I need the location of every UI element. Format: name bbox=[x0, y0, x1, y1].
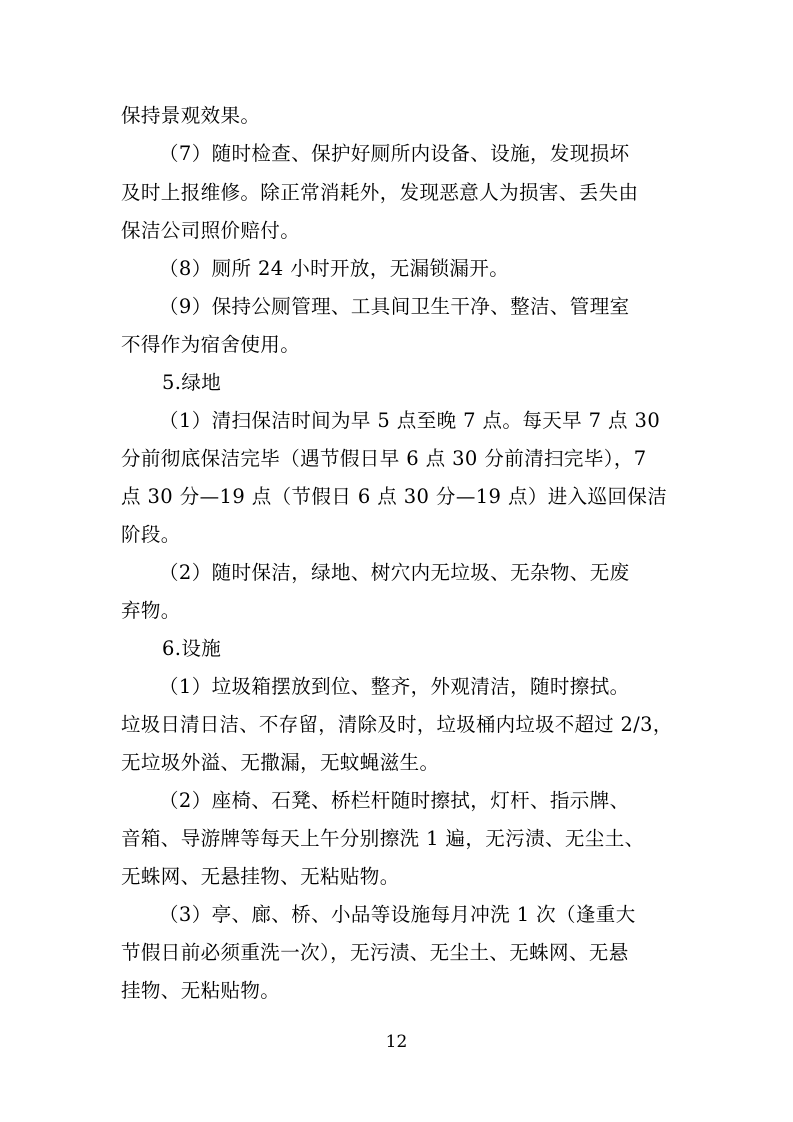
text-line: （7）随时检查、保护好厕所内设备、设施，发现损坏 bbox=[159, 142, 630, 165]
text-line: 分前彻底保洁完毕（遇节假日早 6 点 30 分前清扫完毕），7 bbox=[121, 447, 647, 470]
text-line: 点 30 分—19 点（节假日 6 点 30 分—19 点）进入巡回保洁 bbox=[121, 485, 668, 508]
text-line: 保洁公司照价赔付。 bbox=[121, 219, 301, 242]
text-line: 节假日前必须重洗一次），无污渍、无尘土、无蛛网、无悬 bbox=[121, 941, 629, 964]
text-line: 保持景观效果。 bbox=[121, 104, 261, 127]
text-line: 挂物、无粘贴物。 bbox=[121, 979, 281, 1002]
text-line: （1）垃圾箱摆放到位、整齐，外观清洁，随时擦拭。 bbox=[159, 675, 630, 698]
text-line: （2）座椅、石凳、桥栏杆随时擦拭，灯杆、指示牌、 bbox=[159, 789, 630, 812]
page-number: 12 bbox=[385, 1032, 408, 1052]
text-line: 无垃圾外溢、无撒漏，无蚊蝇滋生。 bbox=[121, 751, 440, 774]
text-line: 及时上报维修。除正常消耗外，发现恶意人为损害、丢失由 bbox=[121, 181, 639, 204]
text-line: 音箱、导游牌等每天上午分别擦洗 1 遍，无污渍、无尘土、 bbox=[121, 827, 645, 850]
text-line: 弃物。 bbox=[121, 599, 181, 622]
text-line: 不得作为宿舍使用。 bbox=[121, 333, 301, 356]
text-line: （3）亭、廊、桥、小品等设施每月冲洗 1 次（逢重大 bbox=[159, 903, 636, 926]
text-line: （8）厕所 24 小时开放，无漏锁漏开。 bbox=[159, 257, 510, 280]
section-heading: 5.绿地 bbox=[162, 371, 222, 394]
text-line: 无蛛网、无悬挂物、无粘贴物。 bbox=[121, 865, 400, 888]
text-line: （2）随时保洁，绿地、树穴内无垃圾、无杂物、无废 bbox=[159, 561, 630, 584]
section-heading: 6.设施 bbox=[162, 637, 222, 660]
text-line: （9）保持公厕管理、工具间卫生干净、整洁、管理室 bbox=[159, 295, 630, 318]
text-line: （1）清扫保洁时间为早 5 点至晚 7 点。每天早 7 点 30 bbox=[159, 409, 661, 432]
text-line: 垃圾日清日洁、不存留，清除及时，垃圾桶内垃圾不超过 2/3， bbox=[121, 713, 673, 736]
text-line: 阶段。 bbox=[121, 523, 181, 546]
